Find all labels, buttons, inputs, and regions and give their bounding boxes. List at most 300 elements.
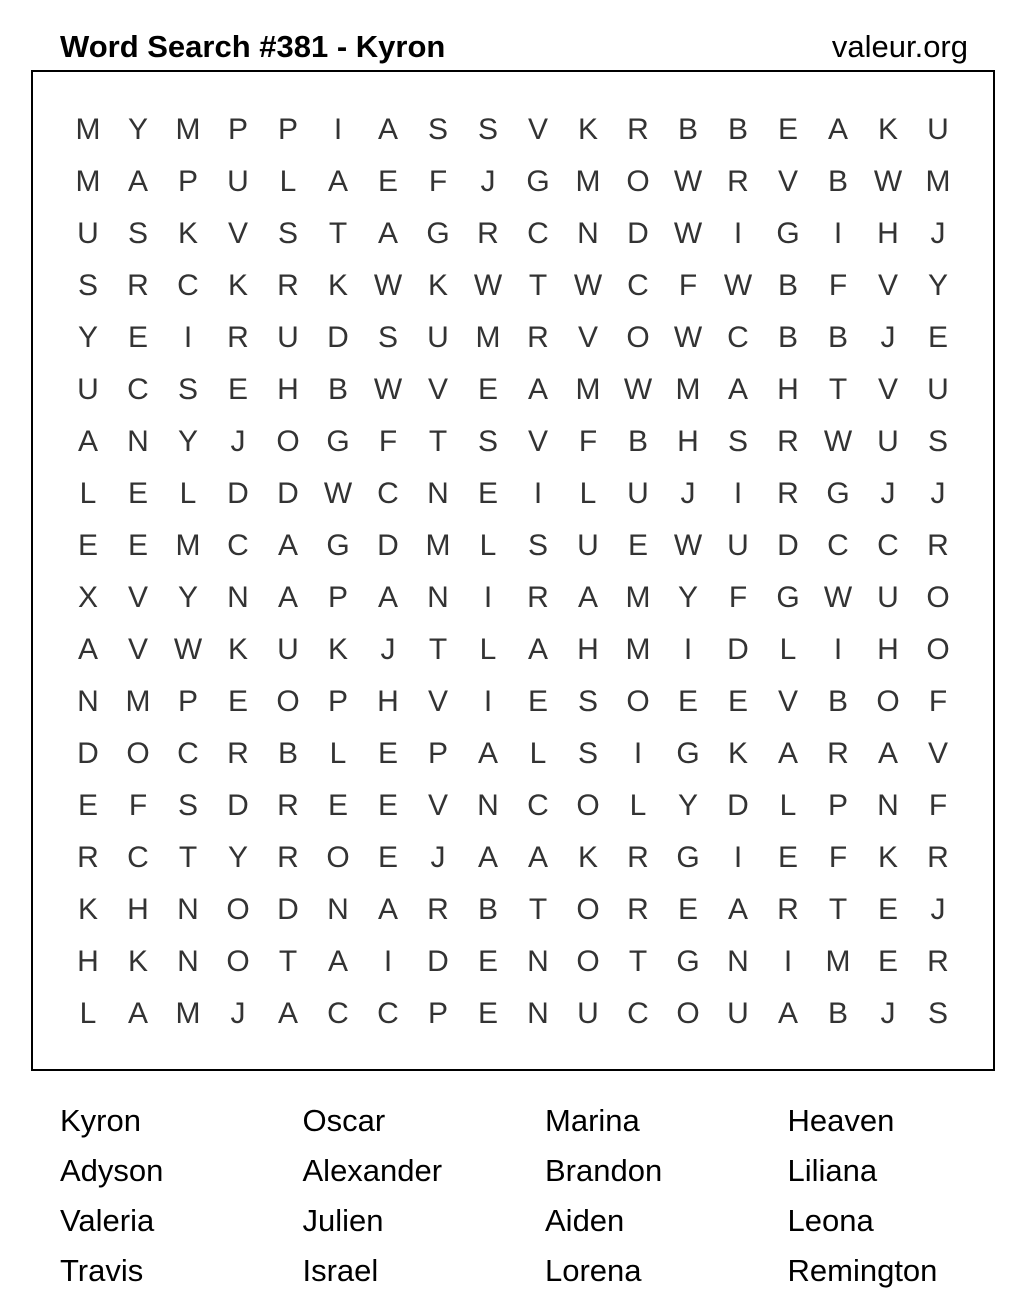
grid-letter: H	[777, 373, 799, 406]
grid-letter: N	[77, 685, 99, 718]
grid-letter: K	[327, 269, 348, 302]
grid-letter: V	[427, 789, 448, 822]
grid-letter: K	[127, 945, 148, 978]
grid-letter: U	[277, 321, 299, 354]
grid-letter: B	[277, 737, 298, 770]
grid-letter: E	[77, 789, 98, 822]
grid-letter: B	[827, 997, 848, 1030]
grid-letter: A	[727, 373, 748, 406]
grid-letter: E	[927, 321, 948, 354]
grid-letter: T	[628, 945, 648, 978]
grid-letter: A	[477, 841, 498, 874]
grid-letter: B	[627, 425, 648, 458]
grid-letter: A	[777, 997, 798, 1030]
grid-letter: K	[427, 269, 448, 302]
grid-letter: R	[277, 789, 299, 822]
grid-letter: P	[827, 789, 848, 822]
grid-letter: I	[733, 217, 743, 250]
grid-letter: K	[877, 841, 898, 874]
grid-letter: R	[777, 425, 799, 458]
grid-letter: N	[177, 893, 199, 926]
grid-letter: T	[428, 633, 448, 666]
grid-letter: E	[227, 373, 248, 406]
grid-letter: C	[527, 217, 549, 250]
grid-letter: E	[877, 893, 898, 926]
grid-letter: N	[477, 789, 499, 822]
grid-letter: J	[480, 165, 496, 198]
grid-letter: S	[177, 789, 198, 822]
grid-letter: J	[680, 477, 696, 510]
grid-letter: U	[727, 529, 749, 562]
grid-letter: A	[527, 633, 548, 666]
grid-letter: D	[427, 945, 449, 978]
grid-letter: R	[727, 165, 749, 198]
grid-letter: S	[477, 113, 498, 146]
puzzle-title: Word Search #381 - Kyron	[60, 29, 446, 64]
grid-letter: R	[227, 737, 249, 770]
grid-letter: W	[323, 477, 353, 510]
grid-letter: T	[328, 217, 348, 250]
grid-letter: E	[77, 529, 98, 562]
grid-letter: V	[427, 685, 448, 718]
grid-letter: O	[926, 581, 950, 614]
grid-letter: Y	[177, 425, 198, 458]
grid-letter: S	[477, 425, 498, 458]
grid-letter: A	[577, 581, 598, 614]
grid-letter: W	[673, 529, 703, 562]
grid-letter: N	[577, 217, 599, 250]
grid-letter: I	[683, 633, 693, 666]
grid-letter: W	[673, 321, 703, 354]
grid-letter: H	[277, 373, 299, 406]
grid-letter: P	[327, 581, 348, 614]
grid-letter: V	[577, 321, 598, 354]
grid-letter: W	[573, 269, 603, 302]
grid-letter: T	[528, 893, 548, 926]
grid-letter: P	[427, 997, 448, 1030]
grid-letter: P	[227, 113, 248, 146]
grid-letter: Y	[127, 113, 148, 146]
grid-letter: C	[727, 321, 749, 354]
grid-letter: I	[833, 633, 843, 666]
grid-letter: O	[326, 841, 350, 874]
grid-letter: S	[427, 113, 448, 146]
grid-letter: E	[127, 529, 148, 562]
grid-letter: O	[276, 685, 300, 718]
grid-letter: R	[777, 893, 799, 926]
grid-letter: H	[577, 633, 599, 666]
grid-letter: R	[827, 737, 849, 770]
grid-letter: M	[125, 685, 151, 718]
grid-letter: I	[183, 321, 193, 354]
grid-letter: A	[277, 997, 298, 1030]
grid-letter: R	[527, 581, 549, 614]
grid-letter: H	[127, 893, 149, 926]
grid-letter: L	[779, 789, 797, 822]
grid-letter: R	[277, 841, 299, 874]
grid-letter: S	[927, 425, 948, 458]
grid-letter: B	[727, 113, 748, 146]
grid-letter: E	[327, 789, 348, 822]
grid-letter: R	[627, 113, 649, 146]
grid-letter: I	[733, 477, 743, 510]
site-name: valeur.org	[831, 29, 968, 64]
grid-letter: P	[277, 113, 298, 146]
grid-letter: Y	[227, 841, 248, 874]
grid-letter: P	[177, 165, 198, 198]
grid-letter: D	[727, 789, 749, 822]
word-list-item: Brandon	[545, 1153, 663, 1188]
grid-letter: O	[226, 893, 250, 926]
grid-letter: C	[377, 997, 399, 1030]
grid-letter: B	[677, 113, 698, 146]
grid-letter: E	[377, 737, 398, 770]
grid-letter: P	[327, 685, 348, 718]
grid-letter: V	[427, 373, 448, 406]
grid-letter: W	[473, 269, 503, 302]
grid-letter: M	[925, 165, 951, 198]
grid-letter: A	[827, 113, 848, 146]
grid-letter: E	[477, 477, 498, 510]
grid-letter: G	[326, 425, 350, 458]
grid-letter: G	[676, 945, 700, 978]
grid-letter: A	[277, 581, 298, 614]
grid-letter: M	[475, 321, 501, 354]
grid-letter: F	[378, 425, 398, 458]
grid-letter: N	[427, 581, 449, 614]
grid-letter: V	[777, 685, 798, 718]
grid-letter: D	[77, 737, 99, 770]
grid-letter: E	[477, 945, 498, 978]
grid-letter: N	[527, 945, 549, 978]
grid-letter: R	[277, 269, 299, 302]
word-list-item: Alexander	[302, 1153, 443, 1188]
grid-letter: L	[479, 633, 497, 666]
grid-letter: O	[576, 893, 600, 926]
grid-letter: R	[77, 841, 99, 874]
grid-letter: K	[577, 113, 598, 146]
grid-letter: U	[927, 373, 949, 406]
grid-letter: O	[126, 737, 150, 770]
grid-letter: H	[677, 425, 699, 458]
grid-letter: R	[427, 893, 449, 926]
grid-letter: D	[327, 321, 349, 354]
grid-letter: J	[880, 997, 896, 1030]
grid-letter: X	[77, 581, 98, 614]
word-list-item: Marina	[545, 1103, 640, 1138]
grid-letter: B	[477, 893, 498, 926]
grid-letter: G	[526, 165, 550, 198]
grid-letter: C	[627, 997, 649, 1030]
grid-letter: U	[227, 165, 249, 198]
grid-letter: T	[178, 841, 198, 874]
grid-letter: K	[727, 737, 748, 770]
grid-letter: U	[877, 425, 899, 458]
grid-letter: Y	[677, 581, 698, 614]
grid-letter: I	[533, 477, 543, 510]
grid-letter: G	[326, 529, 350, 562]
grid-letter: H	[77, 945, 99, 978]
grid-letter: A	[477, 737, 498, 770]
word-list-item: Heaven	[787, 1103, 895, 1138]
grid-letter: T	[428, 425, 448, 458]
grid-letter: T	[828, 893, 848, 926]
grid-letter: D	[277, 893, 299, 926]
grid-letter: E	[477, 997, 498, 1030]
grid-letter: W	[623, 373, 653, 406]
grid-letter: N	[227, 581, 249, 614]
grid-letter: Y	[177, 581, 198, 614]
grid-letter: K	[227, 269, 248, 302]
grid-letter: D	[227, 789, 249, 822]
word-list-item: Liliana	[787, 1153, 878, 1188]
grid-letter: W	[673, 217, 703, 250]
grid-letter: A	[377, 581, 398, 614]
grid-letter: M	[175, 113, 201, 146]
grid-letter: A	[377, 893, 398, 926]
grid-letter: V	[527, 425, 548, 458]
word-list-item: Travis	[60, 1253, 144, 1288]
grid-letter: C	[177, 737, 199, 770]
grid-letter: S	[277, 217, 298, 250]
grid-letter: I	[833, 217, 843, 250]
grid-letter: N	[327, 893, 349, 926]
grid-letter: R	[777, 477, 799, 510]
grid-letter: R	[927, 945, 949, 978]
word-list-item: Julien	[302, 1203, 384, 1238]
grid-letter: M	[575, 373, 601, 406]
grid-letter: L	[579, 477, 597, 510]
grid-letter: K	[77, 893, 98, 926]
grid-letter: W	[873, 165, 903, 198]
word-list-item: Adyson	[60, 1153, 164, 1188]
grid-letter: B	[827, 321, 848, 354]
grid-letter: F	[728, 581, 748, 614]
grid-letter: E	[227, 685, 248, 718]
grid-letter: D	[277, 477, 299, 510]
grid-letter: K	[877, 113, 898, 146]
grid-letter: M	[75, 165, 101, 198]
grid-letter: H	[377, 685, 399, 718]
grid-letter: I	[783, 945, 793, 978]
grid-letter: E	[777, 841, 798, 874]
grid-letter: I	[333, 113, 343, 146]
grid-letter: A	[377, 217, 398, 250]
grid-letter: W	[823, 581, 853, 614]
grid-letter: L	[79, 477, 97, 510]
grid-letter: V	[127, 581, 148, 614]
grid-letter: A	[527, 373, 548, 406]
grid-letter: E	[127, 321, 148, 354]
grid-letter: C	[127, 841, 149, 874]
grid-letter: C	[127, 373, 149, 406]
grid-letter: E	[527, 685, 548, 718]
grid-letter: A	[127, 997, 148, 1030]
grid-letter: W	[673, 165, 703, 198]
grid-letter: J	[380, 633, 396, 666]
grid-letter: N	[127, 425, 149, 458]
word-list-item: Valeria	[60, 1203, 155, 1238]
grid-letter: T	[528, 269, 548, 302]
grid-letter: R	[527, 321, 549, 354]
grid-letter: J	[230, 997, 246, 1030]
grid-letter: M	[75, 113, 101, 146]
grid-letter: O	[276, 425, 300, 458]
grid-letter: C	[827, 529, 849, 562]
grid-letter: O	[676, 997, 700, 1030]
grid-letter: Y	[927, 269, 948, 302]
grid-letter: A	[377, 113, 398, 146]
grid-letter: U	[627, 477, 649, 510]
grid-letter: D	[377, 529, 399, 562]
grid-letter: C	[377, 477, 399, 510]
grid-letter: S	[927, 997, 948, 1030]
grid-letter: N	[877, 789, 899, 822]
grid-letter: W	[373, 269, 403, 302]
grid-letter: I	[483, 685, 493, 718]
grid-letter: F	[578, 425, 598, 458]
grid-letter: T	[828, 373, 848, 406]
grid-letter: S	[577, 737, 598, 770]
grid-letter: J	[430, 841, 446, 874]
grid-letter: E	[877, 945, 898, 978]
grid-letter: L	[329, 737, 347, 770]
grid-letter: R	[477, 217, 499, 250]
grid-letter: R	[927, 529, 949, 562]
grid-letter: O	[576, 945, 600, 978]
grid-letter: L	[79, 997, 97, 1030]
grid-letter: E	[627, 529, 648, 562]
grid-letter: T	[278, 945, 298, 978]
grid-letter: U	[927, 113, 949, 146]
grid-letter: I	[483, 581, 493, 614]
grid-letter: B	[777, 321, 798, 354]
grid-letter: B	[827, 165, 848, 198]
grid-letter: K	[577, 841, 598, 874]
grid-letter: M	[175, 997, 201, 1030]
grid-letter: R	[127, 269, 149, 302]
grid-letter: N	[527, 997, 549, 1030]
grid-letter: C	[627, 269, 649, 302]
grid-letter: V	[227, 217, 248, 250]
grid-letter: S	[377, 321, 398, 354]
grid-letter: M	[825, 945, 851, 978]
grid-letter: W	[823, 425, 853, 458]
grid-letter: R	[227, 321, 249, 354]
grid-letter: O	[626, 321, 650, 354]
letter-grid	[63, 104, 963, 1040]
grid-letter: A	[877, 737, 898, 770]
grid-letter: D	[627, 217, 649, 250]
word-list-item: Aiden	[545, 1203, 625, 1238]
word-list	[60, 1096, 1030, 1296]
grid-letter: E	[377, 789, 398, 822]
grid-letter: A	[527, 841, 548, 874]
grid-letter: H	[877, 633, 899, 666]
grid-letter: O	[576, 789, 600, 822]
grid-letter: U	[877, 581, 899, 614]
grid-letter: A	[327, 165, 348, 198]
grid-letter: C	[227, 529, 249, 562]
grid-letter: U	[577, 529, 599, 562]
grid-letter: M	[625, 581, 651, 614]
grid-letter: J	[880, 321, 896, 354]
grid-letter: U	[77, 217, 99, 250]
grid-letter: W	[373, 373, 403, 406]
grid-letter: U	[727, 997, 749, 1030]
grid-letter: M	[425, 529, 451, 562]
grid-letter: J	[930, 477, 946, 510]
grid-letter: V	[877, 373, 898, 406]
grid-letter: N	[727, 945, 749, 978]
grid-letter: L	[779, 633, 797, 666]
grid-letter: E	[477, 373, 498, 406]
grid-letter: S	[127, 217, 148, 250]
grid-letter: B	[327, 373, 348, 406]
grid-letter: J	[880, 477, 896, 510]
word-list-item: Leona	[787, 1203, 874, 1238]
grid-letter: K	[177, 217, 198, 250]
grid-letter: U	[277, 633, 299, 666]
grid-letter: Y	[77, 321, 98, 354]
grid-letter: U	[427, 321, 449, 354]
grid-letter: O	[876, 685, 900, 718]
grid-letter: S	[77, 269, 98, 302]
grid-letter: F	[928, 789, 948, 822]
word-list-item: Remington	[787, 1253, 938, 1288]
grid-letter: F	[928, 685, 948, 718]
grid-letter: M	[675, 373, 701, 406]
grid-letter: V	[777, 165, 798, 198]
grid-letter: V	[927, 737, 948, 770]
grid-letter: P	[427, 737, 448, 770]
grid-letter: B	[827, 685, 848, 718]
grid-letter: J	[230, 425, 246, 458]
grid-letter: A	[777, 737, 798, 770]
grid-letter: L	[179, 477, 197, 510]
grid-letter: S	[177, 373, 198, 406]
word-list-item: Kyron	[60, 1103, 141, 1138]
grid-letter: G	[776, 217, 800, 250]
grid-letter: F	[678, 269, 698, 302]
grid-letter: N	[177, 945, 199, 978]
grid-letter: K	[227, 633, 248, 666]
grid-letter: Y	[677, 789, 698, 822]
grid-letter: V	[527, 113, 548, 146]
grid-letter: M	[175, 529, 201, 562]
grid-letter: H	[877, 217, 899, 250]
grid-letter: E	[777, 113, 798, 146]
grid-letter: L	[629, 789, 647, 822]
grid-letter: I	[633, 737, 643, 770]
word-list-item: Lorena	[545, 1253, 642, 1288]
grid-letter: A	[277, 529, 298, 562]
grid-letter: U	[77, 373, 99, 406]
grid-letter: A	[127, 165, 148, 198]
word-list-item: Israel	[302, 1253, 379, 1288]
grid-letter: A	[77, 425, 98, 458]
grid-letter: F	[828, 269, 848, 302]
grid-letter: F	[428, 165, 448, 198]
grid-letter: I	[733, 841, 743, 874]
grid-letter: R	[627, 893, 649, 926]
grid-letter: O	[626, 165, 650, 198]
grid-letter: S	[577, 685, 598, 718]
grid-letter: D	[227, 477, 249, 510]
grid-letter: E	[677, 685, 698, 718]
grid-letter: L	[479, 529, 497, 562]
grid-letter: C	[527, 789, 549, 822]
